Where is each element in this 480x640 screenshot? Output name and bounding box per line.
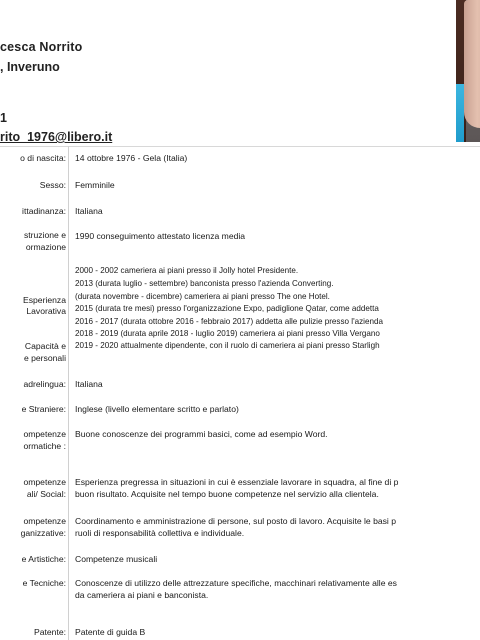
column-divider bbox=[68, 146, 69, 640]
value-license: Patente di guida B bbox=[75, 627, 146, 637]
value-computer: Buone conoscenze dei programmi basici, come ad esempio Word. bbox=[75, 429, 328, 439]
candidate-email-link[interactable]: rito_1976@libero.it bbox=[0, 130, 113, 144]
experience-line: 2013 (durata luglio - settembre) banconista presso l'azienda Converting. bbox=[75, 279, 334, 288]
label-birth: o di nascita: bbox=[20, 153, 66, 163]
experience-line: (durata novembre - dicembre) cameriera ai piani presso The one Hotel. bbox=[75, 292, 330, 301]
experience-line: 2019 - 2020 attualmente dipendente, con il ruolo di cameriera ai piani presso Starligh bbox=[75, 341, 380, 350]
label-personal-2: e personali bbox=[23, 353, 66, 363]
label-organizational-2: ganizzative: bbox=[20, 528, 66, 538]
label-computer-2: ormatiche : bbox=[23, 441, 66, 451]
candidate-phone-fragment: 1 bbox=[0, 111, 7, 125]
label-education-1: struzione e bbox=[23, 230, 66, 240]
label-citizenship: ittadinanza: bbox=[22, 206, 66, 216]
value-education: 1990 conseguimento attestato licenza media bbox=[75, 231, 246, 241]
header-divider bbox=[0, 146, 480, 147]
label-technical: e Tecniche: bbox=[22, 578, 66, 588]
value-citizenship: Italiana bbox=[75, 206, 103, 216]
label-relational-2: ali/ Social: bbox=[26, 489, 66, 499]
value-sex: Femminile bbox=[75, 180, 115, 190]
label-experience-1: Esperienza bbox=[23, 295, 66, 305]
experience-line: 2000 - 2002 cameriera ai piani presso il Jolly hotel Presidente. bbox=[75, 266, 299, 275]
experience-line: 2015 (durata tre mesi) presso l'organizzazione Expo, padiglione Qatar, come addetta bbox=[75, 304, 379, 313]
label-education-2: ormazione bbox=[25, 242, 66, 252]
label-mother-tongue: adrelingua: bbox=[23, 379, 66, 389]
value-organizational-2: ruoli di responsabilità collettiva e individuale. bbox=[75, 528, 245, 538]
value-mother-tongue: Italiana bbox=[75, 379, 103, 389]
label-license: Patente: bbox=[33, 627, 66, 637]
value-relational-1: Esperienza pregressa in situazioni in cui è essenziale lavorare in squadra, al fine di p bbox=[75, 477, 399, 487]
label-relational-1: ompetenze bbox=[23, 477, 66, 487]
experience-line: 2018 - 2019 (durata aprile 2018 - luglio 2019) cameriera ai piani presso Villa Vergano bbox=[75, 329, 380, 338]
label-sex: Sesso: bbox=[39, 180, 66, 190]
candidate-name: cesca Norrito bbox=[0, 40, 83, 54]
value-technical-2: da cameriera ai piani e banconista. bbox=[75, 590, 209, 600]
label-organizational-1: ompetenze bbox=[23, 516, 66, 526]
label-foreign-languages: e Straniere: bbox=[21, 404, 66, 414]
value-artistic: Competenze musicali bbox=[75, 554, 158, 564]
candidate-city: , Inveruno bbox=[0, 60, 60, 74]
value-relational-2: buon risultato. Acquisite nel tempo buone competenze nel servizio alla clientela. bbox=[75, 489, 379, 499]
label-personal-1: Capacità e bbox=[24, 341, 66, 351]
label-artistic: e Artistiche: bbox=[21, 554, 66, 564]
value-foreign-languages: Inglese (livello elementare scritto e parlato) bbox=[75, 404, 239, 414]
label-experience-2: Lavorativa bbox=[26, 306, 66, 316]
value-organizational-1: Coordinamento e amministrazione di persone, sul posto di lavoro. Acquisite le basi p bbox=[75, 516, 397, 526]
experience-line: 2016 - 2017 (durata ottobre 2016 - febbraio 2017) addetta alle pulizie presso l'azienda bbox=[75, 317, 383, 326]
label-computer-1: ompetenze bbox=[23, 429, 66, 439]
value-birth: 14 ottobre 1976 - Gela (Italia) bbox=[75, 153, 188, 163]
value-technical-1: Conoscenze di utilizzo delle attrezzature specifiche, macchinari relativamente alle es bbox=[75, 578, 397, 588]
profile-photo bbox=[456, 0, 480, 142]
